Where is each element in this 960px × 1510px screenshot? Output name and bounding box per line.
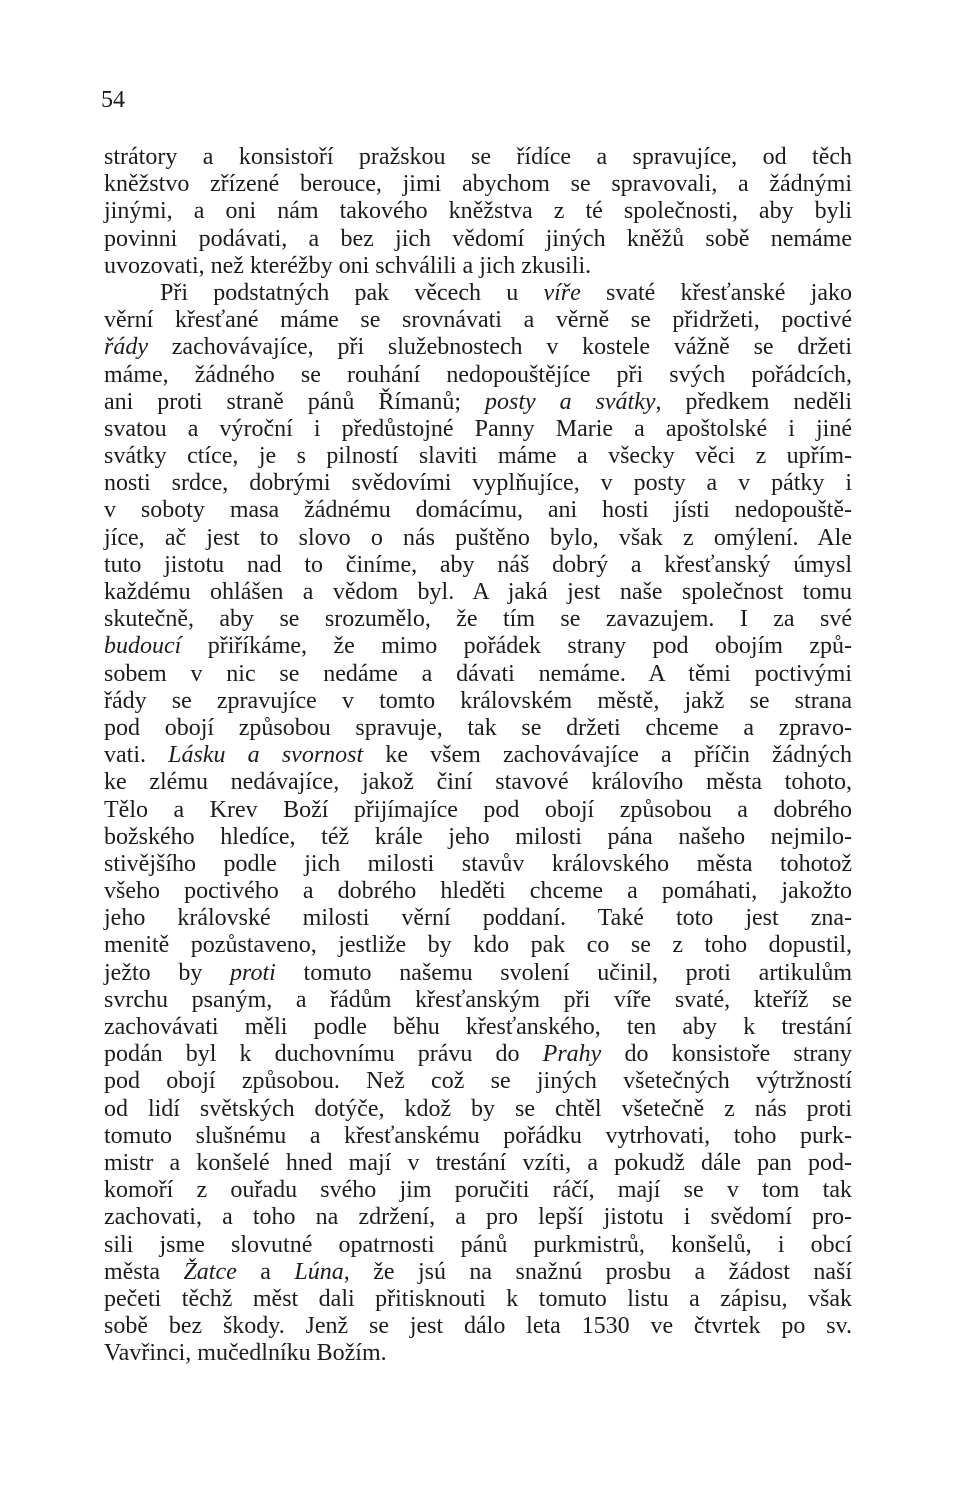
body-text [104, 144, 852, 1367]
text-run: , předkem neděli [655, 388, 852, 415]
text-line: svatou a výroční i předůstojné Panny Marie a apoštolské i jiné [104, 415, 852, 442]
text-line: svátky ctíce, je s pilností slaviti máme a všecky věci z upřím- [104, 443, 852, 470]
text-line [104, 334, 852, 361]
page-number: 54 [101, 87, 125, 113]
text-run: zachovávajíce, při služebnostech v kostele vážně se držeti [148, 334, 852, 361]
text-line: menitě pozůstaveno, jestliže by kdo pak co se z toho dopustil, [104, 932, 852, 959]
text-line: jíce, ač jest to slovo o nás puštěno bylo, však z omýlení. Ale [104, 524, 852, 551]
text-line: kněžstvo zřízené berouce, jimi abychom se spravovali, a žádnými [104, 171, 852, 198]
text-line: Tělo a Krev Boží přijímajíce pod obojí způsobou a dobrého [104, 796, 852, 823]
text-run: ježto by [104, 959, 231, 986]
italic-text: Žatce [183, 1258, 237, 1285]
text-line: od lidí světských dotýče, kdož by se chtěl všetečně z nás proti [104, 1095, 852, 1122]
text-line: máme, žádného se rouhání nedopouštějíce při svých pořádcích, [104, 361, 852, 388]
text-line: božského hledíce, též krále jeho milosti pána našeho nejmilo- [104, 823, 852, 850]
text-line: zachovávati měli podle běhu křesťanského, ten aby k trestání [104, 1014, 852, 1040]
italic-text: budoucí [104, 633, 182, 660]
text-line [104, 1041, 852, 1068]
italic-text: řády [104, 334, 148, 361]
text-line: svrchu psaným, a řádům křesťanským při víře svaté, kteříž se [104, 986, 852, 1013]
text-line: všeho poctivého a dobrého hleděti chceme a pomáhati, jakožto [104, 878, 852, 905]
italic-text: Lásku a svornost [168, 742, 364, 769]
text-line: Vavřinci, mučedlníku Božím. [104, 1340, 387, 1367]
text-line [104, 389, 852, 416]
text-line [104, 960, 852, 987]
text-line: uvozovati, než kteréžby oni schválili a jich zkusili. [104, 252, 592, 279]
text-line: sili jsme slovutné opatrnosti pánů purkmistrů, konšelů, i obcí [104, 1231, 852, 1258]
italic-text: posty a svátky [484, 388, 656, 415]
text-line [104, 1259, 852, 1286]
text-line: v soboty masa žádnému domácímu, ani hosti jísti nedopouště- [104, 497, 852, 524]
text-line: tomuto slušnému a křesťanskému pořádku vytrhovati, toho purk- [104, 1122, 852, 1149]
text-line: věrní křesťané máme se srovnávati a věrně se přidržeti, poctivé [104, 307, 852, 334]
text-run: ani proti straně pánů Římanů; [104, 388, 485, 415]
italic-text: Lúna [294, 1258, 344, 1285]
text-line [104, 280, 852, 307]
text-run: , že jsú na snažnú prosbu a žádost naší [343, 1258, 853, 1285]
text-line: sobě bez škody. Jenž se jest dálo leta 1530 ve čtvrtek po sv. [104, 1313, 852, 1340]
italic-text: proti [230, 959, 276, 986]
italic-text: Prahy [542, 1041, 602, 1068]
text-line: pod obojí způsobou. Než což se jiných všetečných výtržností [104, 1068, 852, 1095]
text-run: města [104, 1258, 184, 1285]
text-line: mistr a konšelé hned mají v trestání vzíti, a pokudž dále pan pod- [104, 1149, 852, 1176]
text-line: pod obojí způsobou spravuje, tak se držeti chceme a zpravo- [104, 714, 852, 741]
text-line: komoří z ouřadu svého jim poručiti ráčí, mají se v tom tak [104, 1177, 852, 1204]
text-line: skutečně, aby se srozumělo, že tím se zavazujem. I za své [104, 606, 852, 633]
text-line: řády se zpravujíce v tomto královském městě, jakž se strana [104, 687, 852, 714]
text-line: jinými, a oni nám takového kněžstva z té společnosti, aby byli [104, 198, 852, 225]
text-run: přiříkáme, že mimo pořádek strany pod obojím způ- [181, 633, 852, 660]
text-run: Při podstatných pak věcech u [160, 279, 544, 306]
text-run: tomuto našemu svolení učinil, proti artikulům [275, 959, 852, 986]
text-line: stivějšího podle jich milosti stavův královského města tohotož [104, 850, 852, 877]
italic-text: víře [543, 279, 581, 306]
text-run: do konsistoře strany [601, 1041, 853, 1068]
text-line: jeho královské milosti věrní poddaní. Také toto jest zna- [104, 905, 852, 932]
text-run: svaté křesťanské jako [580, 279, 853, 306]
text-line: sobem v nic se nedáme a dávati nemáme. A těmi poctivými [104, 660, 852, 687]
text-line: ke zlému nedávajíce, jakož činí stavové královího města tohoto, [104, 769, 852, 796]
text-run: podán byl k duchovnímu právu do [104, 1041, 543, 1068]
text-line: povinni podávati, a bez jich vědomí jiných kněžů sobě nemáme [104, 225, 852, 252]
text-line: strátory a konsistoří pražskou se řídíce a spravujíce, od těch [104, 144, 852, 170]
text-line: tuto jistotu nad to činíme, aby náš dobrý a křesťanský úmysl [104, 551, 852, 578]
text-line: pečeti těchž měst dali přitisknouti k tomuto listu a zápisu, však [104, 1285, 852, 1312]
text-line [104, 742, 852, 769]
text-run: vati. [104, 742, 169, 769]
text-line: zachovati, a toho na zdržení, a pro lepší jistotu i svědomí pro- [104, 1204, 852, 1231]
text-line: nosti srdce, dobrými svědovími vyplňujíce, v posty a v pátky i [104, 470, 852, 497]
text-line [104, 633, 852, 660]
text-run: ke všem zachovávajíce a příčin žádných [363, 742, 852, 769]
text-run: a [236, 1258, 295, 1285]
text-line: každému ohlášen a vědom byl. A jaká jest naše společnost tomu [104, 579, 852, 605]
